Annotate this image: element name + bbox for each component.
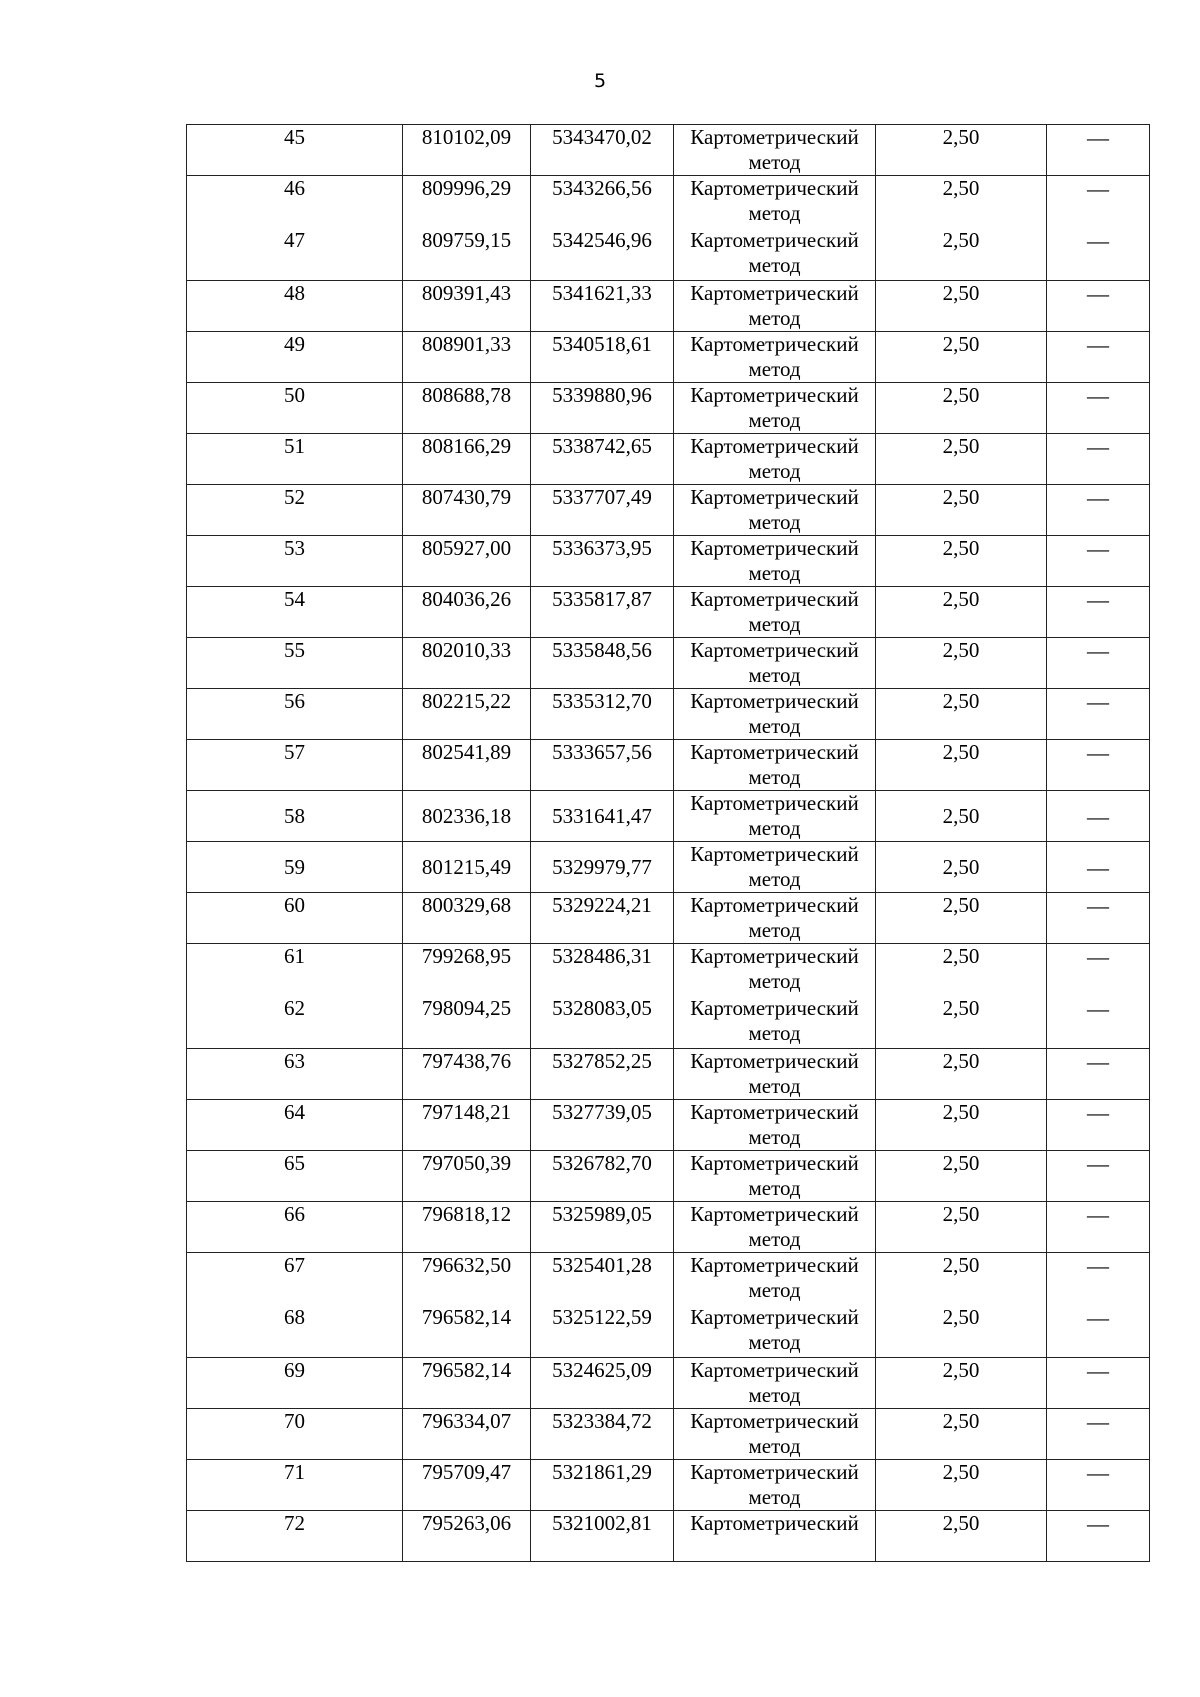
x-coordinate-cell: 801215,49 xyxy=(403,842,531,893)
y-coordinate-cell: 5325401,28 xyxy=(531,1253,674,1306)
y-coordinate-cell: 5326782,70 xyxy=(531,1151,674,1202)
accuracy-cell: 2,50 xyxy=(876,996,1047,1049)
accuracy-cell: 2,50 xyxy=(876,842,1047,893)
point-number-cell: 57 xyxy=(187,740,403,791)
table-row xyxy=(187,1100,1150,1151)
point-number-cell: 69 xyxy=(187,1358,403,1409)
x-coordinate-cell: 796818,12 xyxy=(403,1202,531,1253)
x-coordinate-cell: 802010,33 xyxy=(403,638,531,689)
accuracy-cell: 2,50 xyxy=(876,1409,1047,1460)
method-cell: Картометрический метод xyxy=(674,1100,876,1151)
point-number-cell: 48 xyxy=(187,281,403,332)
point-number-cell: 47 xyxy=(187,228,403,281)
y-coordinate-cell: 5331641,47 xyxy=(531,791,674,842)
table-row xyxy=(187,944,1150,997)
accuracy-cell: 2,50 xyxy=(876,1460,1047,1511)
accuracy-cell: 2,50 xyxy=(876,1305,1047,1358)
point-number-cell: 53 xyxy=(187,536,403,587)
description-cell: — xyxy=(1047,996,1150,1049)
method-cell: Картометрический метод xyxy=(674,740,876,791)
point-number-cell: 68 xyxy=(187,1305,403,1358)
method-cell: Картометрический метод xyxy=(674,434,876,485)
table-row xyxy=(187,689,1150,740)
method-cell: Картометрический метод xyxy=(674,1253,876,1306)
y-coordinate-cell: 5340518,61 xyxy=(531,332,674,383)
point-number-cell: 62 xyxy=(187,996,403,1049)
table-row xyxy=(187,1305,1150,1358)
y-coordinate-cell: 5337707,49 xyxy=(531,485,674,536)
point-number-cell: 61 xyxy=(187,944,403,997)
method-cell: Картометрический метод xyxy=(674,842,876,893)
table-row xyxy=(187,125,1150,176)
description-cell: — xyxy=(1047,944,1150,997)
description-cell: — xyxy=(1047,536,1150,587)
method-cell: Картометрический метод xyxy=(674,1049,876,1100)
table-row xyxy=(187,1202,1150,1253)
y-coordinate-cell: 5343470,02 xyxy=(531,125,674,176)
table-row xyxy=(187,791,1150,842)
description-cell: — xyxy=(1047,638,1150,689)
point-number-cell: 56 xyxy=(187,689,403,740)
x-coordinate-cell: 795709,47 xyxy=(403,1460,531,1511)
description-cell: — xyxy=(1047,1409,1150,1460)
description-cell: — xyxy=(1047,842,1150,893)
method-cell: Картометрический метод xyxy=(674,536,876,587)
coordinates-table xyxy=(186,124,1150,1562)
method-cell: Картометрический метод xyxy=(674,996,876,1049)
y-coordinate-cell: 5341621,33 xyxy=(531,281,674,332)
description-cell: — xyxy=(1047,1049,1150,1100)
y-coordinate-cell: 5327739,05 xyxy=(531,1100,674,1151)
point-number-cell: 66 xyxy=(187,1202,403,1253)
x-coordinate-cell: 808166,29 xyxy=(403,434,531,485)
point-number-cell: 63 xyxy=(187,1049,403,1100)
x-coordinate-cell: 795263,06 xyxy=(403,1511,531,1562)
method-cell: Картометрический метод xyxy=(674,176,876,229)
x-coordinate-cell: 808688,78 xyxy=(403,383,531,434)
x-coordinate-cell: 799268,95 xyxy=(403,944,531,997)
y-coordinate-cell: 5323384,72 xyxy=(531,1409,674,1460)
method-cell: Картометрический метод xyxy=(674,228,876,281)
method-cell: Картометрический метод xyxy=(674,1305,876,1358)
accuracy-cell: 2,50 xyxy=(876,1511,1047,1562)
table-row xyxy=(187,740,1150,791)
description-cell: — xyxy=(1047,125,1150,176)
x-coordinate-cell: 797050,39 xyxy=(403,1151,531,1202)
y-coordinate-cell: 5325989,05 xyxy=(531,1202,674,1253)
y-coordinate-cell: 5328083,05 xyxy=(531,996,674,1049)
y-coordinate-cell: 5336373,95 xyxy=(531,536,674,587)
y-coordinate-cell: 5327852,25 xyxy=(531,1049,674,1100)
table-row xyxy=(187,638,1150,689)
description-cell: — xyxy=(1047,434,1150,485)
y-coordinate-cell: 5329979,77 xyxy=(531,842,674,893)
method-cell: Картометрический метод xyxy=(674,944,876,997)
table-row xyxy=(187,1049,1150,1100)
accuracy-cell: 2,50 xyxy=(876,1253,1047,1306)
point-number-cell: 71 xyxy=(187,1460,403,1511)
x-coordinate-cell: 804036,26 xyxy=(403,587,531,638)
description-cell: — xyxy=(1047,740,1150,791)
accuracy-cell: 2,50 xyxy=(876,1049,1047,1100)
x-coordinate-cell: 797438,76 xyxy=(403,1049,531,1100)
x-coordinate-cell: 798094,25 xyxy=(403,996,531,1049)
table-row xyxy=(187,1511,1150,1562)
y-coordinate-cell: 5328486,31 xyxy=(531,944,674,997)
description-cell: — xyxy=(1047,587,1150,638)
description-cell: — xyxy=(1047,228,1150,281)
description-cell: — xyxy=(1047,1460,1150,1511)
accuracy-cell: 2,50 xyxy=(876,434,1047,485)
accuracy-cell: 2,50 xyxy=(876,281,1047,332)
accuracy-cell: 2,50 xyxy=(876,176,1047,229)
point-number-cell: 51 xyxy=(187,434,403,485)
coordinates-table-body xyxy=(187,125,1150,1562)
accuracy-cell: 2,50 xyxy=(876,536,1047,587)
table-row xyxy=(187,383,1150,434)
table-row xyxy=(187,1460,1150,1511)
point-number-cell: 52 xyxy=(187,485,403,536)
point-number-cell: 58 xyxy=(187,791,403,842)
method-cell: Картометрический метод xyxy=(674,1358,876,1409)
accuracy-cell: 2,50 xyxy=(876,1100,1047,1151)
point-number-cell: 70 xyxy=(187,1409,403,1460)
point-number-cell: 46 xyxy=(187,176,403,229)
method-cell: Картометрический метод xyxy=(674,1460,876,1511)
y-coordinate-cell: 5338742,65 xyxy=(531,434,674,485)
method-cell: Картометрический метод xyxy=(674,1151,876,1202)
x-coordinate-cell: 796334,07 xyxy=(403,1409,531,1460)
accuracy-cell: 2,50 xyxy=(876,689,1047,740)
description-cell: — xyxy=(1047,1151,1150,1202)
accuracy-cell: 2,50 xyxy=(876,791,1047,842)
method-cell: Картометрический xyxy=(674,1511,876,1562)
method-cell: Картометрический метод xyxy=(674,893,876,944)
y-coordinate-cell: 5321861,29 xyxy=(531,1460,674,1511)
page-number: 5 xyxy=(593,70,607,92)
x-coordinate-cell: 807430,79 xyxy=(403,485,531,536)
y-coordinate-cell: 5335848,56 xyxy=(531,638,674,689)
method-cell: Картометрический метод xyxy=(674,281,876,332)
y-coordinate-cell: 5333657,56 xyxy=(531,740,674,791)
description-cell: — xyxy=(1047,1253,1150,1306)
accuracy-cell: 2,50 xyxy=(876,383,1047,434)
y-coordinate-cell: 5342546,96 xyxy=(531,228,674,281)
x-coordinate-cell: 809996,29 xyxy=(403,176,531,229)
description-cell: — xyxy=(1047,893,1150,944)
method-cell: Картометрический метод xyxy=(674,383,876,434)
method-cell: Картометрический метод xyxy=(674,1202,876,1253)
accuracy-cell: 2,50 xyxy=(876,587,1047,638)
description-cell: — xyxy=(1047,1100,1150,1151)
y-coordinate-cell: 5343266,56 xyxy=(531,176,674,229)
accuracy-cell: 2,50 xyxy=(876,1151,1047,1202)
x-coordinate-cell: 796582,14 xyxy=(403,1305,531,1358)
point-number-cell: 59 xyxy=(187,842,403,893)
accuracy-cell: 2,50 xyxy=(876,944,1047,997)
accuracy-cell: 2,50 xyxy=(876,1358,1047,1409)
accuracy-cell: 2,50 xyxy=(876,740,1047,791)
description-cell: — xyxy=(1047,332,1150,383)
table-row xyxy=(187,1253,1150,1306)
y-coordinate-cell: 5335312,70 xyxy=(531,689,674,740)
method-cell: Картометрический метод xyxy=(674,689,876,740)
x-coordinate-cell: 808901,33 xyxy=(403,332,531,383)
y-coordinate-cell: 5335817,87 xyxy=(531,587,674,638)
x-coordinate-cell: 802541,89 xyxy=(403,740,531,791)
table-row xyxy=(187,842,1150,893)
point-number-cell: 65 xyxy=(187,1151,403,1202)
point-number-cell: 60 xyxy=(187,893,403,944)
table-row xyxy=(187,1151,1150,1202)
point-number-cell: 72 xyxy=(187,1511,403,1562)
point-number-cell: 45 xyxy=(187,125,403,176)
point-number-cell: 55 xyxy=(187,638,403,689)
x-coordinate-cell: 809759,15 xyxy=(403,228,531,281)
x-coordinate-cell: 809391,43 xyxy=(403,281,531,332)
x-coordinate-cell: 802215,22 xyxy=(403,689,531,740)
method-cell: Картометрический метод xyxy=(674,791,876,842)
accuracy-cell: 2,50 xyxy=(876,1202,1047,1253)
description-cell: — xyxy=(1047,1511,1150,1562)
method-cell: Картометрический метод xyxy=(674,638,876,689)
point-number-cell: 64 xyxy=(187,1100,403,1151)
point-number-cell: 54 xyxy=(187,587,403,638)
table-row xyxy=(187,281,1150,332)
y-coordinate-cell: 5324625,09 xyxy=(531,1358,674,1409)
table-row xyxy=(187,536,1150,587)
description-cell: — xyxy=(1047,485,1150,536)
description-cell: — xyxy=(1047,791,1150,842)
method-cell: Картометрический метод xyxy=(674,332,876,383)
table-row xyxy=(187,434,1150,485)
description-cell: — xyxy=(1047,1202,1150,1253)
table-row xyxy=(187,176,1150,229)
description-cell: — xyxy=(1047,1305,1150,1358)
x-coordinate-cell: 810102,09 xyxy=(403,125,531,176)
method-cell: Картометрический метод xyxy=(674,587,876,638)
accuracy-cell: 2,50 xyxy=(876,485,1047,536)
point-number-cell: 50 xyxy=(187,383,403,434)
x-coordinate-cell: 802336,18 xyxy=(403,791,531,842)
description-cell: — xyxy=(1047,689,1150,740)
x-coordinate-cell: 796632,50 xyxy=(403,1253,531,1306)
table-row xyxy=(187,485,1150,536)
y-coordinate-cell: 5329224,21 xyxy=(531,893,674,944)
method-cell: Картометрический метод xyxy=(674,485,876,536)
accuracy-cell: 2,50 xyxy=(876,638,1047,689)
x-coordinate-cell: 796582,14 xyxy=(403,1358,531,1409)
method-cell: Картометрический метод xyxy=(674,125,876,176)
description-cell: — xyxy=(1047,176,1150,229)
x-coordinate-cell: 805927,00 xyxy=(403,536,531,587)
y-coordinate-cell: 5339880,96 xyxy=(531,383,674,434)
table-row xyxy=(187,996,1150,1049)
table-row xyxy=(187,1358,1150,1409)
x-coordinate-cell: 797148,21 xyxy=(403,1100,531,1151)
x-coordinate-cell: 800329,68 xyxy=(403,893,531,944)
table-row xyxy=(187,332,1150,383)
point-number-cell: 49 xyxy=(187,332,403,383)
y-coordinate-cell: 5321002,81 xyxy=(531,1511,674,1562)
accuracy-cell: 2,50 xyxy=(876,228,1047,281)
accuracy-cell: 2,50 xyxy=(876,332,1047,383)
table-row xyxy=(187,893,1150,944)
table-row xyxy=(187,1409,1150,1460)
table-row xyxy=(187,228,1150,281)
accuracy-cell: 2,50 xyxy=(876,893,1047,944)
point-number-cell: 67 xyxy=(187,1253,403,1306)
y-coordinate-cell: 5325122,59 xyxy=(531,1305,674,1358)
accuracy-cell: 2,50 xyxy=(876,125,1047,176)
method-cell: Картометрический метод xyxy=(674,1409,876,1460)
table-row xyxy=(187,587,1150,638)
description-cell: — xyxy=(1047,281,1150,332)
description-cell: — xyxy=(1047,383,1150,434)
description-cell: — xyxy=(1047,1358,1150,1409)
